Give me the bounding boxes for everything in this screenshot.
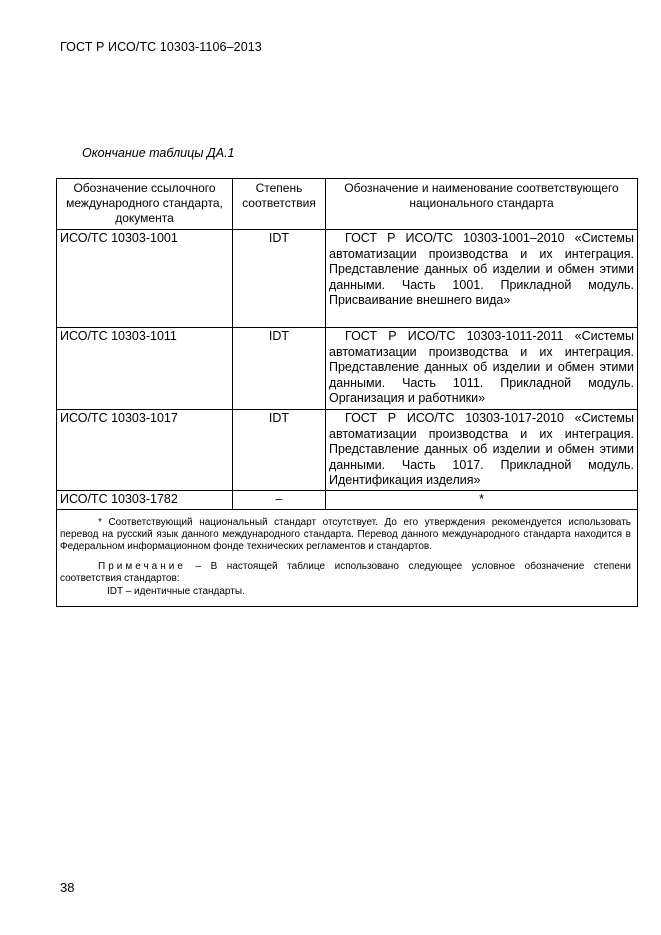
column-header-national: Обозначение и наименование соответствующего национального стандарта [326,179,638,230]
degree-cell: IDT [233,230,326,328]
table-row [57,230,638,328]
degree-cell: IDT [233,410,326,491]
note [60,561,631,585]
column-header-reference: Обозначение ссылочного международного стандарта, документа [57,179,233,230]
degree-cell: IDT [233,328,326,410]
table-row [57,490,638,509]
footnote: * Соответствующий национальный стандарт отсутствует. До его утверждения рекомендуется использовать перевод на русский язык данного международного стандарта. Перевод данного международного стандарта находится в Федеральном информационном фонде технических регламентов и стандартов. [60,516,631,552]
reference-cell: ИСО/ТС 10303-1782 [57,490,233,509]
correspondence-table [56,178,638,607]
note-idt-definition: IDT – идентичные стандарты. [107,585,245,597]
reference-cell: ИСО/ТС 10303-1011 [57,328,233,410]
table-header-row [57,179,638,230]
table-row [57,410,638,491]
national-standard-cell: ГОСТ Р ИСО/ТС 10303-1017-2010 «Системы автоматизации производства и их интеграция. Представление данных об изделии и обмен этими данными. Часть 1017. Прикладной модуль. Идентификация изделия» [326,410,638,491]
document-header: ГОСТ Р ИСО/ТС 10303-1106–2013 [60,40,262,54]
reference-cell: ИСО/ТС 10303-1001 [57,230,233,328]
reference-cell: ИСО/ТС 10303-1017 [57,410,233,491]
column-header-degree: Степень соответствия [233,179,326,230]
table-notes [57,509,638,606]
national-standard-cell: ГОСТ Р ИСО/ТС 10303-1001–2010 «Системы автоматизации производства и их интеграция. Представление данных об изделии и обмен этими данными. Часть 1001. Прикладной модуль. Присваивание внешнего вида» [326,230,638,328]
note-label: Примечание [98,561,186,573]
notes-row [57,509,638,606]
table-row [57,328,638,410]
page-number: 38 [60,880,75,895]
national-standard-cell: * [326,490,638,509]
degree-cell: – [233,490,326,509]
table-caption: Окончание таблицы ДА.1 [82,146,235,160]
note-text: – В настоящей таблице использовано следующее условное обозначение степени соответствия стандартов: [60,561,631,585]
national-standard-cell: ГОСТ Р ИСО/ТС 10303-1011-2011 «Системы автоматизации производства и их интеграция. Представление данных об изделии и обмен этими данными. Часть 1011. Прикладной модуль. Организация и работники» [326,328,638,410]
